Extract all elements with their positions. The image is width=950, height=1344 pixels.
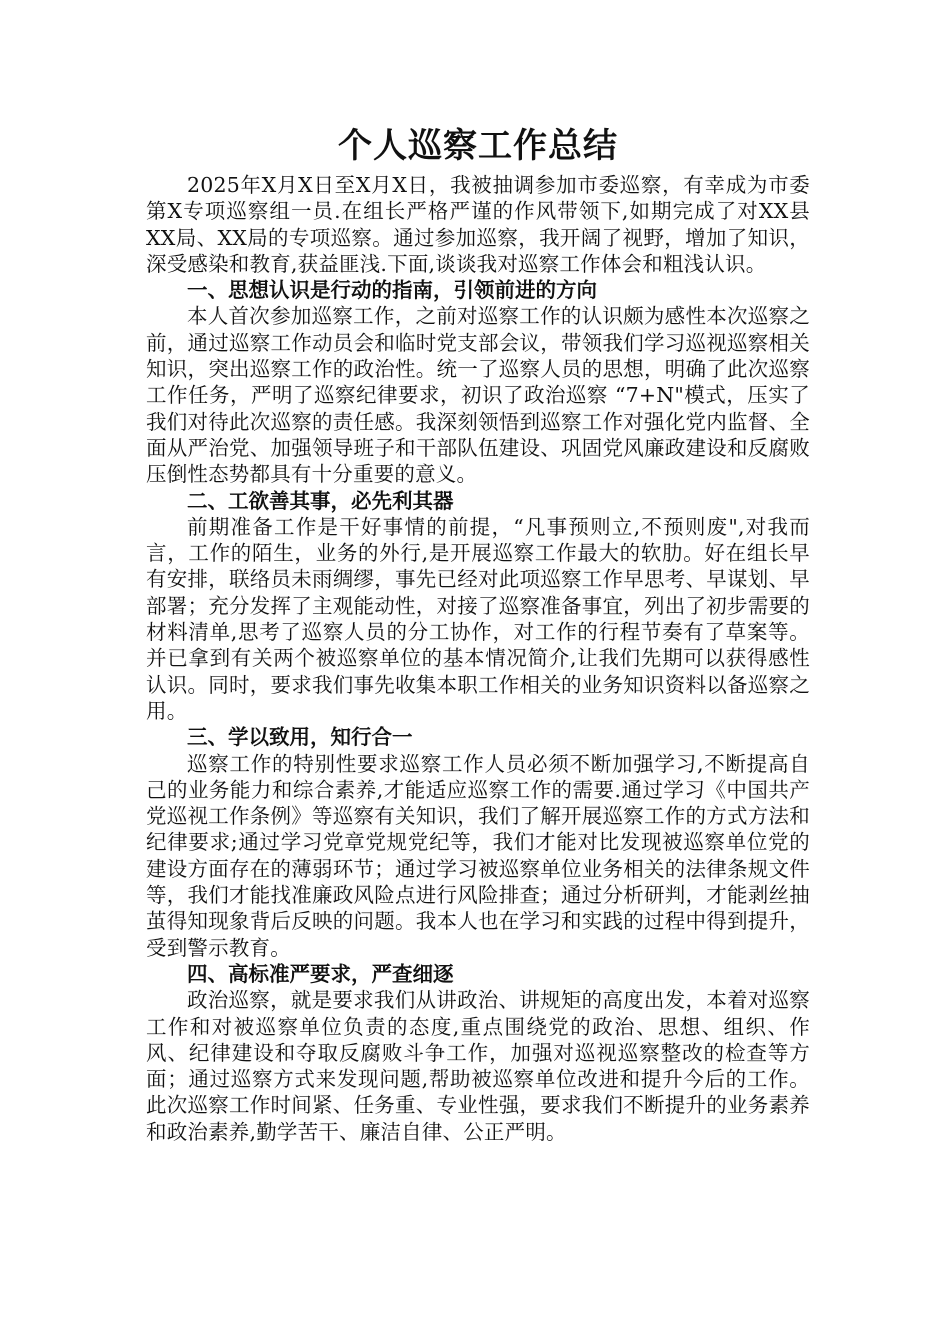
section-1-heading: 一、思想认识是行动的指南，引领前进的方向 — [187, 278, 597, 303]
section-3-heading: 三、学以致用，知行合一 — [187, 725, 413, 750]
document-title: 个人巡察工作总结 — [338, 126, 618, 166]
intro-paragraph: 2025年X月X日至X月X日，我被抽调参加市委巡察，有幸成为市委第X专项巡察组一员.在组长严格严谨的作风带领下,如期完成了对XX县XX局、XX局的专项巡察。通过参加巡察，我开阔了视野，增加了知识，深受感染和教育,获益匪浅.下面,谈谈我对巡察工作体会和粗浅认识。 — [146, 173, 810, 276]
section-4-body: 政治巡察，就是要求我们从讲政治、讲规矩的高度出发，本着对巡察工作和对被巡察单位负责的态度,重点围绕党的政治、思想、组织、作风、纪律建设和夺取反腐败斗争工作，加强对巡视巡察整改的检查等方面；通过巡察方式来发现问题,帮助被巡察单位改进和提升今后的工作。此次巡察工作时间紧、任务重、专业性强，要求我们不断提升的业务素养和政治素养,勤学苦干、廉洁自律、公正严明。 — [146, 988, 810, 1144]
section-1-body: 本人首次参加巡察工作，之前对巡察工作的认识颇为感性本次巡察之前，通过巡察工作动员会和临时党支部会议，带领我们学习巡视巡察相关知识，突出巡察工作的政治性。统一了巡察人员的思想，明确了此次巡察工作任务，严明了巡察纪律要求，初识了政治巡察 “7+N"模式，压实了我们对待此次巡察的责任感。我深刻领悟到巡察工作对强化党内监督、全面从严治党、加强领导班子和干部队伍建设、巩固党风廉政建设和反腐败压倒性态势都具有十分重要的意义。 — [146, 304, 810, 487]
section-4-heading: 四、高标准严要求，严查细逐 — [187, 961, 454, 986]
section-3-body: 巡察工作的特别性要求巡察工作人员必须不断加强学习,不断提高自己的业务能力和综合素养,才能适应巡察工作的需要.通过学习《中国共产党巡视工作条例》等巡察有关知识，我们了解开展巡察工作的方式方法和纪律要求;通过学习党章党规党纪等，我们才能对比发现被巡察单位党的建设方面存在的薄弱环节；通过学习被巡察单位业务相关的法律条规文件等，我们才能找准廉政风险点进行风险排查；通过分析研判，才能剥丝抽茧得知现象背后反映的问题。我本人也在学习和实践的过程中得到提升，受到警示教育。 — [146, 751, 810, 960]
section-2-heading: 二、工欲善其事，必先利其器 — [187, 488, 454, 513]
section-2-body: 前期准备工作是干好事情的前提，“凡事预则立,不预则废",对我而言，工作的陌生，业务的外行,是开展巡察工作最大的软肋。好在组长早有安排，联络员未雨绸缪，事先已经对此项巡察工作早思考、早谋划、早部署；充分发挥了主观能动性，对接了巡察准备事宜，列出了初步需要的材料清单,思考了巡察人员的分工协作，对工作的行程节奏有了草案等。并已拿到有关两个被巡察单位的基本情况简介,让我们先期可以获得感性认识。同时，要求我们事先收集本职工作相关的业务知识资料以备巡察之用。 — [146, 514, 810, 723]
document-page — [146, 120, 810, 1145]
